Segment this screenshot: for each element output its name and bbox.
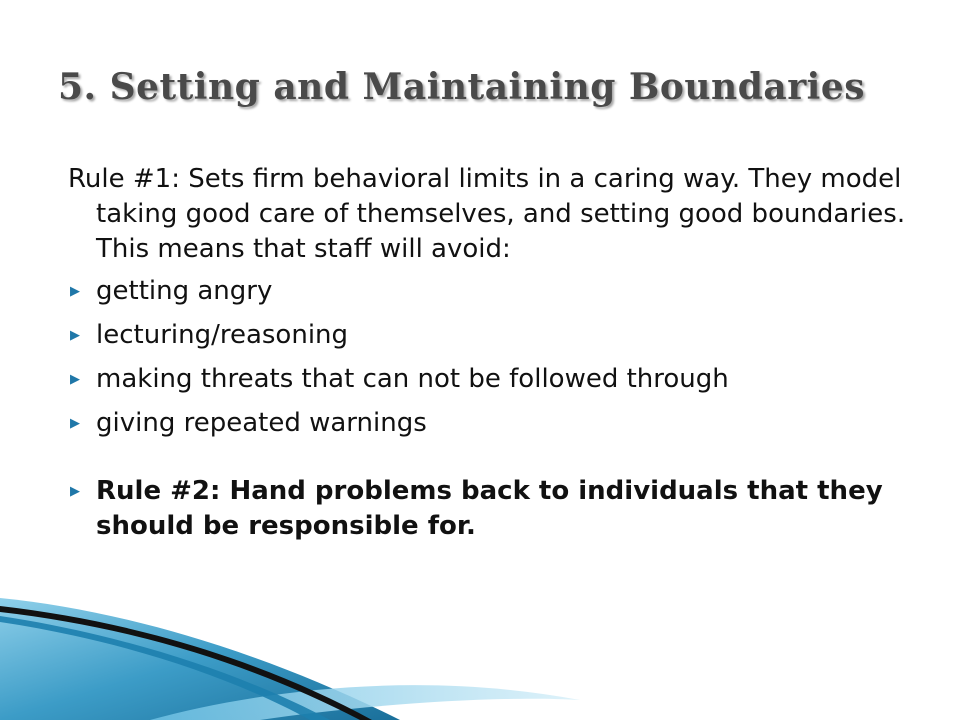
list-item [68,406,908,441]
rule-1-text: Rule #1: Sets firm behavioral limits in a caring way. They model taking good care of themselves, and setting good boundaries. This means that staff will avoid: [68,164,906,264]
arrow-bullet-icon: ▶ [70,484,80,499]
arrow-bullet-icon: ▶ [70,284,80,299]
list-item-label: lecturing/reasoning [96,320,349,350]
rule-2-item [68,474,908,544]
list-item-label: giving repeated warnings [96,408,427,438]
list-item [68,274,908,309]
arrow-bullet-icon: ▶ [70,328,80,343]
slide-content [68,162,908,553]
list-item [68,362,908,397]
rule-2-text: Rule #2: Hand problems back to individuals that they should be responsible for. [96,476,883,541]
slide-title: 5. Setting and Maintaining Boundaries [58,66,866,108]
list-item-label: making threats that can not be followed through [96,364,729,394]
arrow-bullet-icon: ▶ [70,416,80,431]
bullet-list [68,274,908,544]
list-item-label: getting angry [96,276,273,306]
list-item [68,318,908,353]
arrow-bullet-icon: ▶ [70,372,80,387]
